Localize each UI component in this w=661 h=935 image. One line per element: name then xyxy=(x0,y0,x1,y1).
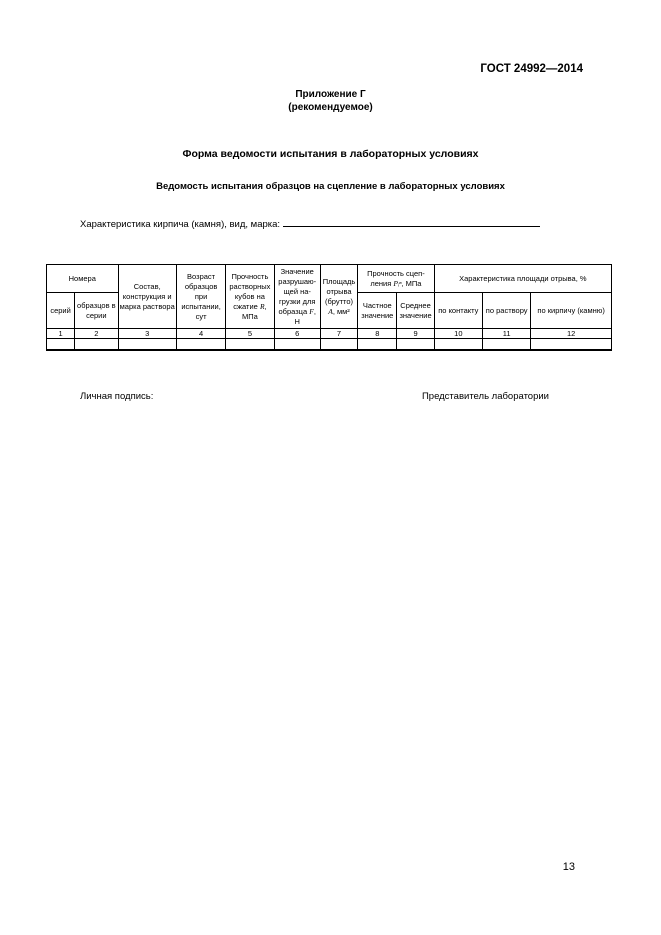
adhesion-symbol: Pᵢⁿ xyxy=(393,278,402,288)
header-numbers: Номера xyxy=(47,265,119,293)
header-samples: образцов в серии xyxy=(75,293,118,329)
column-number: 4 xyxy=(176,329,225,339)
header-by-brick: по кирпичу (камню) xyxy=(531,293,612,329)
characteristic-label: Характеристика кирпича (камня), вид, марка: xyxy=(80,219,281,230)
test-sheet-table xyxy=(46,264,612,351)
table-cell[interactable] xyxy=(176,339,225,351)
page-number: 13 xyxy=(562,861,575,873)
column-number: 3 xyxy=(118,329,176,339)
header-cube-strength: Прочность растворных кубов на сжатие R, МПа xyxy=(226,265,274,329)
header-breaking-load: Значение разрушаю-щей на-грузки для образца F, Н xyxy=(274,265,320,329)
table-cell[interactable] xyxy=(47,339,75,351)
characteristic-field xyxy=(80,217,540,230)
column-number: 6 xyxy=(274,329,320,339)
header-by-mortar: по раствору xyxy=(483,293,531,329)
form-title: Форма ведомости испытания в лабораторных условиях xyxy=(182,148,479,160)
table-cell[interactable] xyxy=(358,339,397,351)
table-cell[interactable] xyxy=(75,339,118,351)
table-cell[interactable] xyxy=(531,339,612,351)
characteristic-blank-line[interactable] xyxy=(283,217,540,227)
header-by-contact: по контакту xyxy=(434,293,482,329)
header-average-value: Среднее значение xyxy=(397,293,434,329)
lab-representative-label: Представитель лаборатории xyxy=(421,391,549,402)
column-number: 8 xyxy=(358,329,397,339)
header-partial-value: Частное значение xyxy=(358,293,397,329)
header-separation-area: Площадь отрыва (брутто) A, мм² xyxy=(320,265,357,329)
column-number: 1 xyxy=(47,329,75,339)
header-composition: Состав, конструкция и марка раствора xyxy=(118,265,176,329)
table-cell[interactable] xyxy=(320,339,357,351)
table-cell[interactable] xyxy=(483,339,531,351)
column-number: 2 xyxy=(75,329,118,339)
appendix-title: Приложение Г xyxy=(295,89,366,100)
header-series: серий xyxy=(47,293,75,329)
column-number: 12 xyxy=(531,329,612,339)
table-cell[interactable] xyxy=(226,339,274,351)
table-cell[interactable] xyxy=(397,339,434,351)
column-number: 11 xyxy=(483,329,531,339)
table-cell[interactable] xyxy=(118,339,176,351)
signature-label: Личная подпись: xyxy=(80,391,154,402)
column-number: 5 xyxy=(226,329,274,339)
sheet-title: Ведомость испытания образцов на сцепление в лабораторных условиях xyxy=(156,181,505,192)
standard-code: ГОСТ 24992—2014 xyxy=(480,63,583,75)
table-cell[interactable] xyxy=(434,339,482,351)
appendix-note: (рекомендуемое) xyxy=(288,102,373,113)
header-adhesion-strength: Прочность сцеп-ления Pᵢⁿ, МПа xyxy=(358,265,435,293)
table-cell[interactable] xyxy=(274,339,320,351)
appendix-heading xyxy=(0,88,661,114)
column-number: 10 xyxy=(434,329,482,339)
column-number: 7 xyxy=(320,329,357,339)
header-age: Возраст образцов при испытании, сут xyxy=(176,265,225,329)
column-number: 9 xyxy=(397,329,434,339)
header-area-characteristic: Характеристика площади отрыва, % xyxy=(434,265,611,293)
